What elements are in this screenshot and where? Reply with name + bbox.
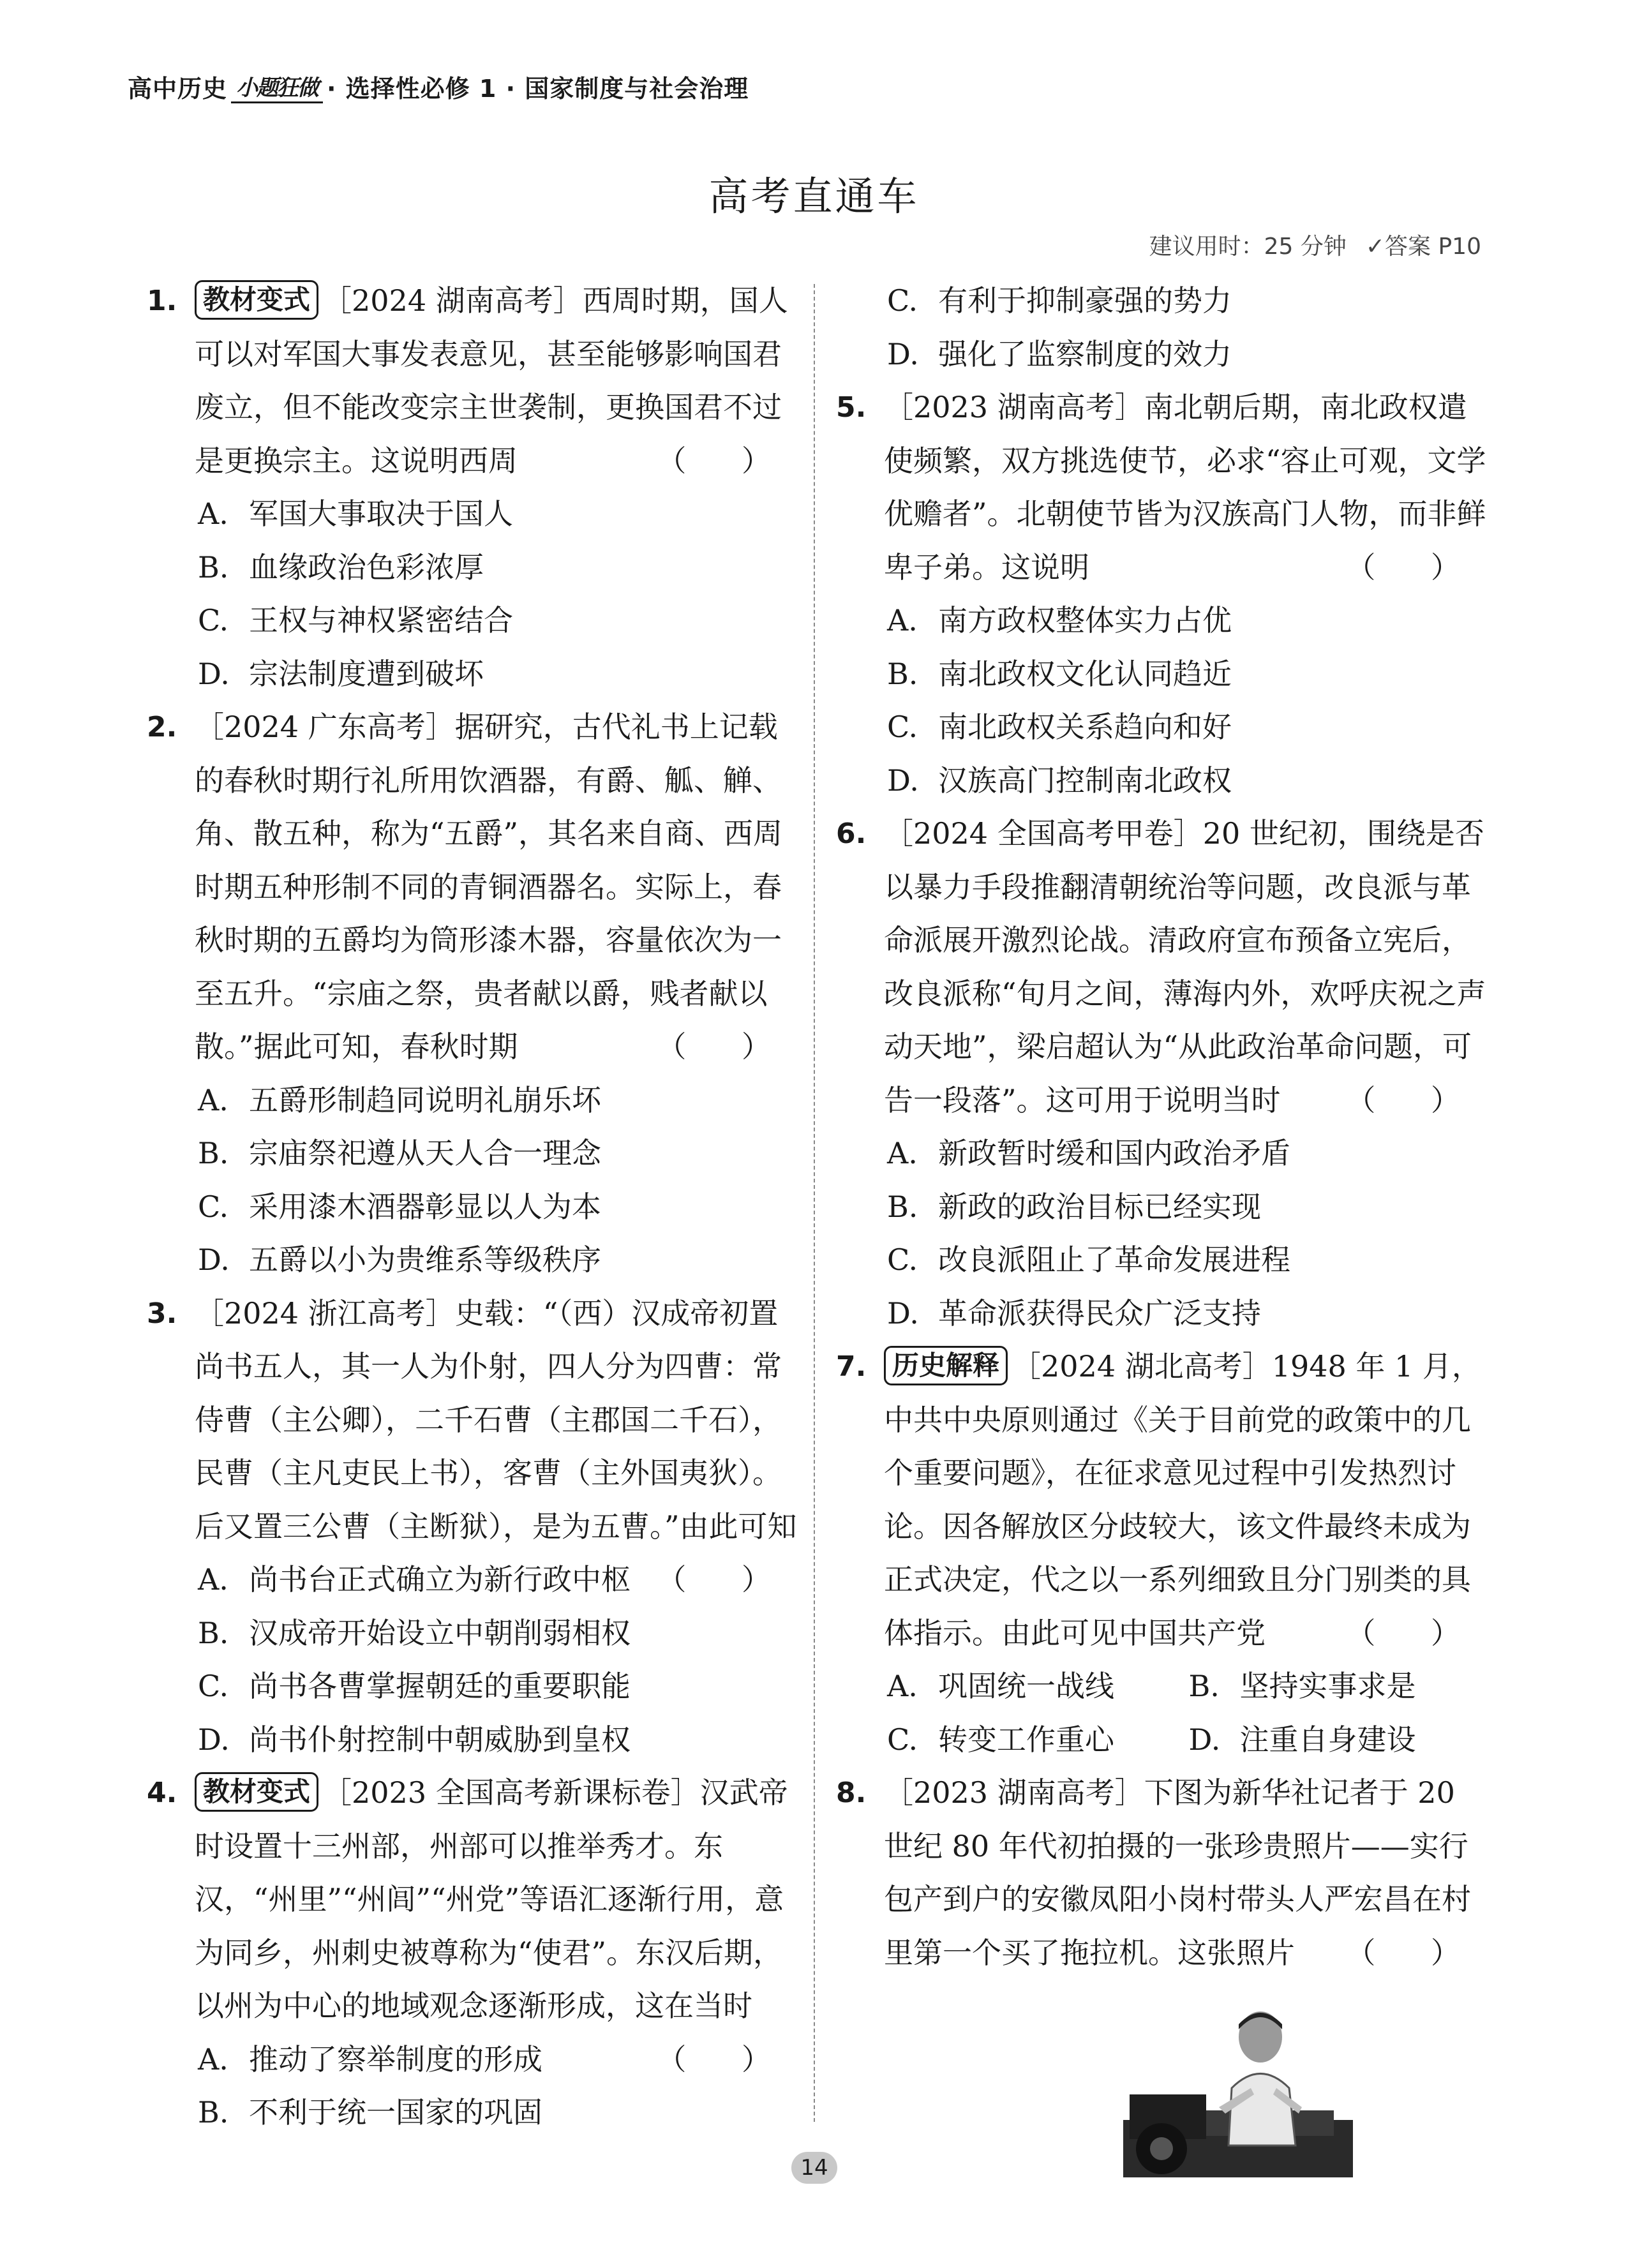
option-a[interactable] (195, 488, 798, 541)
check-icon: ✓ (1365, 234, 1385, 260)
option-text: 坚持实事求是 (1239, 1669, 1416, 1703)
option-b[interactable] (1186, 1660, 1488, 1713)
option-text: 五爵以小为贵维系等级秩序 (249, 1242, 601, 1277)
answer-bracket[interactable]: （ ） (1346, 1082, 1483, 1117)
answer-bracket[interactable]: （ ） (657, 2041, 794, 2077)
question-number: 7. (836, 1350, 867, 1383)
question-number: 8. (836, 1777, 867, 1809)
option-label: D. (887, 336, 919, 371)
option-c[interactable] (195, 594, 798, 648)
option-text: 血缘政治色彩浓厚 (249, 549, 484, 585)
option-text: 南北政权关系趋向和好 (938, 710, 1232, 744)
option-label: B. (198, 1136, 229, 1170)
option-b[interactable] (195, 2086, 798, 2140)
option-a[interactable] (195, 1074, 798, 1128)
answer-reference (1366, 228, 1481, 261)
option-text: 尚书仆射控制中朝威胁到皇权 (249, 1722, 631, 1757)
header-subject: 高中历史 (128, 75, 228, 103)
option-text: 宗庙祭祀遵从天人合一理念 (249, 1136, 601, 1170)
option-label: B. (887, 1189, 918, 1224)
question-stem: ［2024 全国高考甲卷］20 世纪初，围绕是否以暴力手段推翻清朝统治等问题，改良派与革命派展开激烈论战。清政府宣布预备立宪后，改良派称“旬月之间，薄海内外，欢呼庆祝之声动天地”，梁启超认为“从此政治革命问题，可告一段落”。这可用于说明当时 (884, 816, 1486, 1117)
question-number: 5. (836, 391, 867, 424)
option-label: A. (198, 1082, 228, 1117)
option-label: D. (198, 1722, 230, 1757)
question-stem: ［2024 湖北高考］1948 年 1 月，中共中央原则通过《关于目前党的政策中的几个重要问题》，在征求意见过程中引发热烈讨论。因各解放区分歧较大，该文件最终未成为正式决定，代之以一系列细致且分门别类的具体指示。由此可见中国共产党 (884, 1349, 1481, 1650)
option-text: 不利于统一国家的巩固 (249, 2095, 542, 2130)
option-label: C. (887, 1722, 918, 1757)
question-3 (147, 1287, 798, 1767)
left-column (147, 274, 798, 2140)
option-label: B. (198, 549, 229, 585)
question-stem: ［2023 湖南高考］南北朝后期，南北政权遣使频繁，双方挑选使节，必求“容止可观，文学优赡者”。北朝使节皆为汉族高门人物，而非鲜卑子弟。这说明 (884, 390, 1486, 585)
option-label: B. (887, 656, 918, 691)
answer-bracket[interactable]: （ ） (1346, 549, 1483, 585)
option-b[interactable] (195, 1607, 798, 1660)
option-label: A. (887, 603, 918, 638)
option-label: A. (887, 1136, 918, 1170)
option-text: 强化了监察制度的效力 (938, 336, 1232, 371)
running-header (128, 69, 749, 104)
question-6 (836, 807, 1487, 1340)
option-d[interactable] (884, 754, 1487, 808)
option-label: C. (887, 1242, 918, 1277)
option-label: D. (198, 1242, 230, 1277)
option-text: 改良派阻止了革命发展进程 (938, 1242, 1290, 1277)
option-d[interactable] (1186, 1713, 1488, 1767)
right-column (836, 274, 1487, 2195)
option-row (884, 1713, 1487, 1767)
option-c[interactable] (884, 274, 1487, 328)
question-4-continued (836, 274, 1487, 381)
question-number: 6. (836, 817, 867, 850)
question-number: 4. (147, 1777, 177, 1809)
option-d[interactable] (195, 1713, 798, 1767)
option-d[interactable] (884, 328, 1487, 382)
option-d[interactable] (195, 1234, 798, 1287)
question-stem: ［2024 湖南高考］西周时期，国人可以对军国大事发表意见，甚至能够影响国君废立，但不能改变宗主世袭制，更换国君不过是更换宗主。这说明西周 (195, 283, 788, 478)
question-number: 2. (147, 711, 177, 743)
question-7 (836, 1340, 1487, 1766)
option-text: 巩固统一战线 (938, 1669, 1114, 1703)
option-a[interactable] (884, 594, 1487, 648)
option-text: 宗法制度遭到破坏 (249, 656, 484, 691)
series-logo: 小题狂做 (231, 70, 323, 103)
option-label: B. (198, 2095, 229, 2130)
option-label: D. (198, 656, 230, 691)
question-stem: ［2023 湖南高考］下图为新华社记者于 20 世纪 80 年代初拍摄的一张珍贵照片——实行包产到户的安徽凤阳小岗村带头人严宏昌在村里第一个买了拖拉机。这张照片 (884, 1775, 1471, 1970)
question-tag: 教材变式 (195, 280, 318, 320)
option-row (884, 1660, 1487, 1713)
option-label: B. (1188, 1669, 1220, 1703)
option-text: 汉成帝开始设立中朝削弱相权 (249, 1615, 631, 1650)
option-b[interactable] (195, 1127, 798, 1181)
option-label: A. (198, 496, 228, 531)
option-b[interactable] (884, 1181, 1487, 1234)
question-stem: ［2024 浙江高考］史载：“（西）汉成帝初置尚书五人，其一人为仆射，四人分为四曹：常侍曹（主公卿），二千石曹（主郡国二千石），民曹（主凡吏民上书），客曹（主外国夷狄）。后又置三公曹（主断狱），是为五曹。”由此可知 (195, 1295, 797, 1544)
option-text: 尚书各曹掌握朝廷的重要职能 (249, 1669, 631, 1703)
question-stem: ［2023 全国高考新课标卷］汉武帝时设置十三州部，州部可以推举秀才。东汉，“州里”“州闾”“州党”等语汇逐渐行用，意为同乡，州刺史被尊称为“使君”。东汉后期，以州为中心的地域观念逐渐形成，这在当时 (195, 1775, 788, 2023)
option-text: 采用漆木酒器彰显以人为本 (249, 1189, 601, 1224)
option-label: B. (198, 1615, 229, 1650)
option-d[interactable] (884, 1287, 1487, 1341)
option-text: 尚书台正式确立为新行政中枢 (249, 1562, 631, 1597)
column-divider (814, 284, 815, 2122)
option-label: A. (198, 1562, 228, 1597)
answer-bracket[interactable]: （ ） (1346, 1935, 1483, 1970)
option-b[interactable] (195, 541, 798, 595)
option-text: 有利于抑制豪强的势力 (938, 283, 1232, 318)
question-1 (147, 274, 798, 701)
meta-info (1149, 228, 1481, 261)
option-text: 汉族高门控制南北政权 (938, 763, 1232, 798)
question-8 (836, 1766, 1487, 2195)
option-c[interactable] (884, 1713, 1186, 1767)
option-label: D. (887, 1295, 919, 1331)
option-c[interactable] (884, 1234, 1487, 1287)
option-d[interactable] (195, 648, 798, 701)
option-text: 南方政权整体实力占优 (938, 603, 1232, 638)
page-number: 14 (791, 2152, 837, 2184)
option-text: 南北政权文化认同趋近 (938, 656, 1232, 691)
option-text: 转变工作重心 (938, 1722, 1114, 1757)
option-text: 注重自身建设 (1239, 1722, 1416, 1757)
question-4 (147, 1766, 798, 2140)
option-label: C. (198, 1189, 229, 1224)
header-book-title: · 选择性必修 1 · 国家制度与社会治理 (327, 75, 749, 103)
option-label: D. (1188, 1722, 1221, 1757)
question-tag: 历史解释 (884, 1346, 1008, 1385)
option-a[interactable] (884, 1127, 1487, 1181)
option-label: A. (887, 1669, 918, 1703)
answer-page: 答案 P10 (1385, 234, 1481, 260)
option-label: C. (887, 283, 918, 318)
option-text: 新政暂时缓和国内政治矛盾 (938, 1136, 1290, 1170)
question-number: 3. (147, 1297, 177, 1330)
option-label: C. (198, 1669, 229, 1703)
answer-bracket[interactable]: （ ） (1346, 1615, 1483, 1650)
option-label: C. (887, 710, 918, 744)
option-text: 推动了察举制度的形成 (249, 2041, 542, 2077)
option-a[interactable] (884, 1660, 1186, 1713)
suggested-time: 建议用时：25 分钟 (1149, 234, 1347, 260)
question-number: 1. (147, 285, 177, 317)
option-text: 新政的政治目标已经实现 (938, 1189, 1261, 1224)
option-c[interactable] (195, 1660, 798, 1713)
option-text: 革命派获得民众广泛支持 (938, 1295, 1261, 1331)
option-text: 王权与神权紧密结合 (249, 603, 513, 638)
answer-bracket[interactable]: （ ） (657, 1562, 794, 1597)
question-stem: ［2024 广东高考］据研究，古代礼书上记载的春秋时期行礼所用饮酒器，有爵、觚、觯、角、散五种，称为“五爵”，其名来自商、西周时期五种形制不同的青铜酒器名。实际上，春秋时期的五爵均为筒形漆木器，容量依次为一至五升。“宗庙之祭，贵者献以爵，贱者献以散。”据此可知，春秋时期 (195, 710, 783, 1064)
option-c[interactable] (195, 1181, 798, 1234)
tractor-photo (1123, 1999, 1353, 2177)
question-5 (836, 381, 1487, 807)
question-tag: 教材变式 (195, 1772, 318, 1812)
option-c[interactable] (884, 701, 1487, 754)
question-2 (147, 701, 798, 1287)
option-label: D. (887, 763, 919, 798)
option-label: A. (198, 2041, 228, 2077)
option-b[interactable] (884, 648, 1487, 701)
option-label: C. (198, 603, 229, 638)
page-title: 高考直通车 (708, 173, 920, 220)
option-text: 军国大事取决于国人 (249, 496, 513, 531)
answer-bracket[interactable]: （ ） (657, 1029, 794, 1064)
option-text: 五爵形制趋同说明礼崩乐坏 (249, 1082, 601, 1117)
answer-bracket[interactable]: （ ） (657, 443, 794, 478)
